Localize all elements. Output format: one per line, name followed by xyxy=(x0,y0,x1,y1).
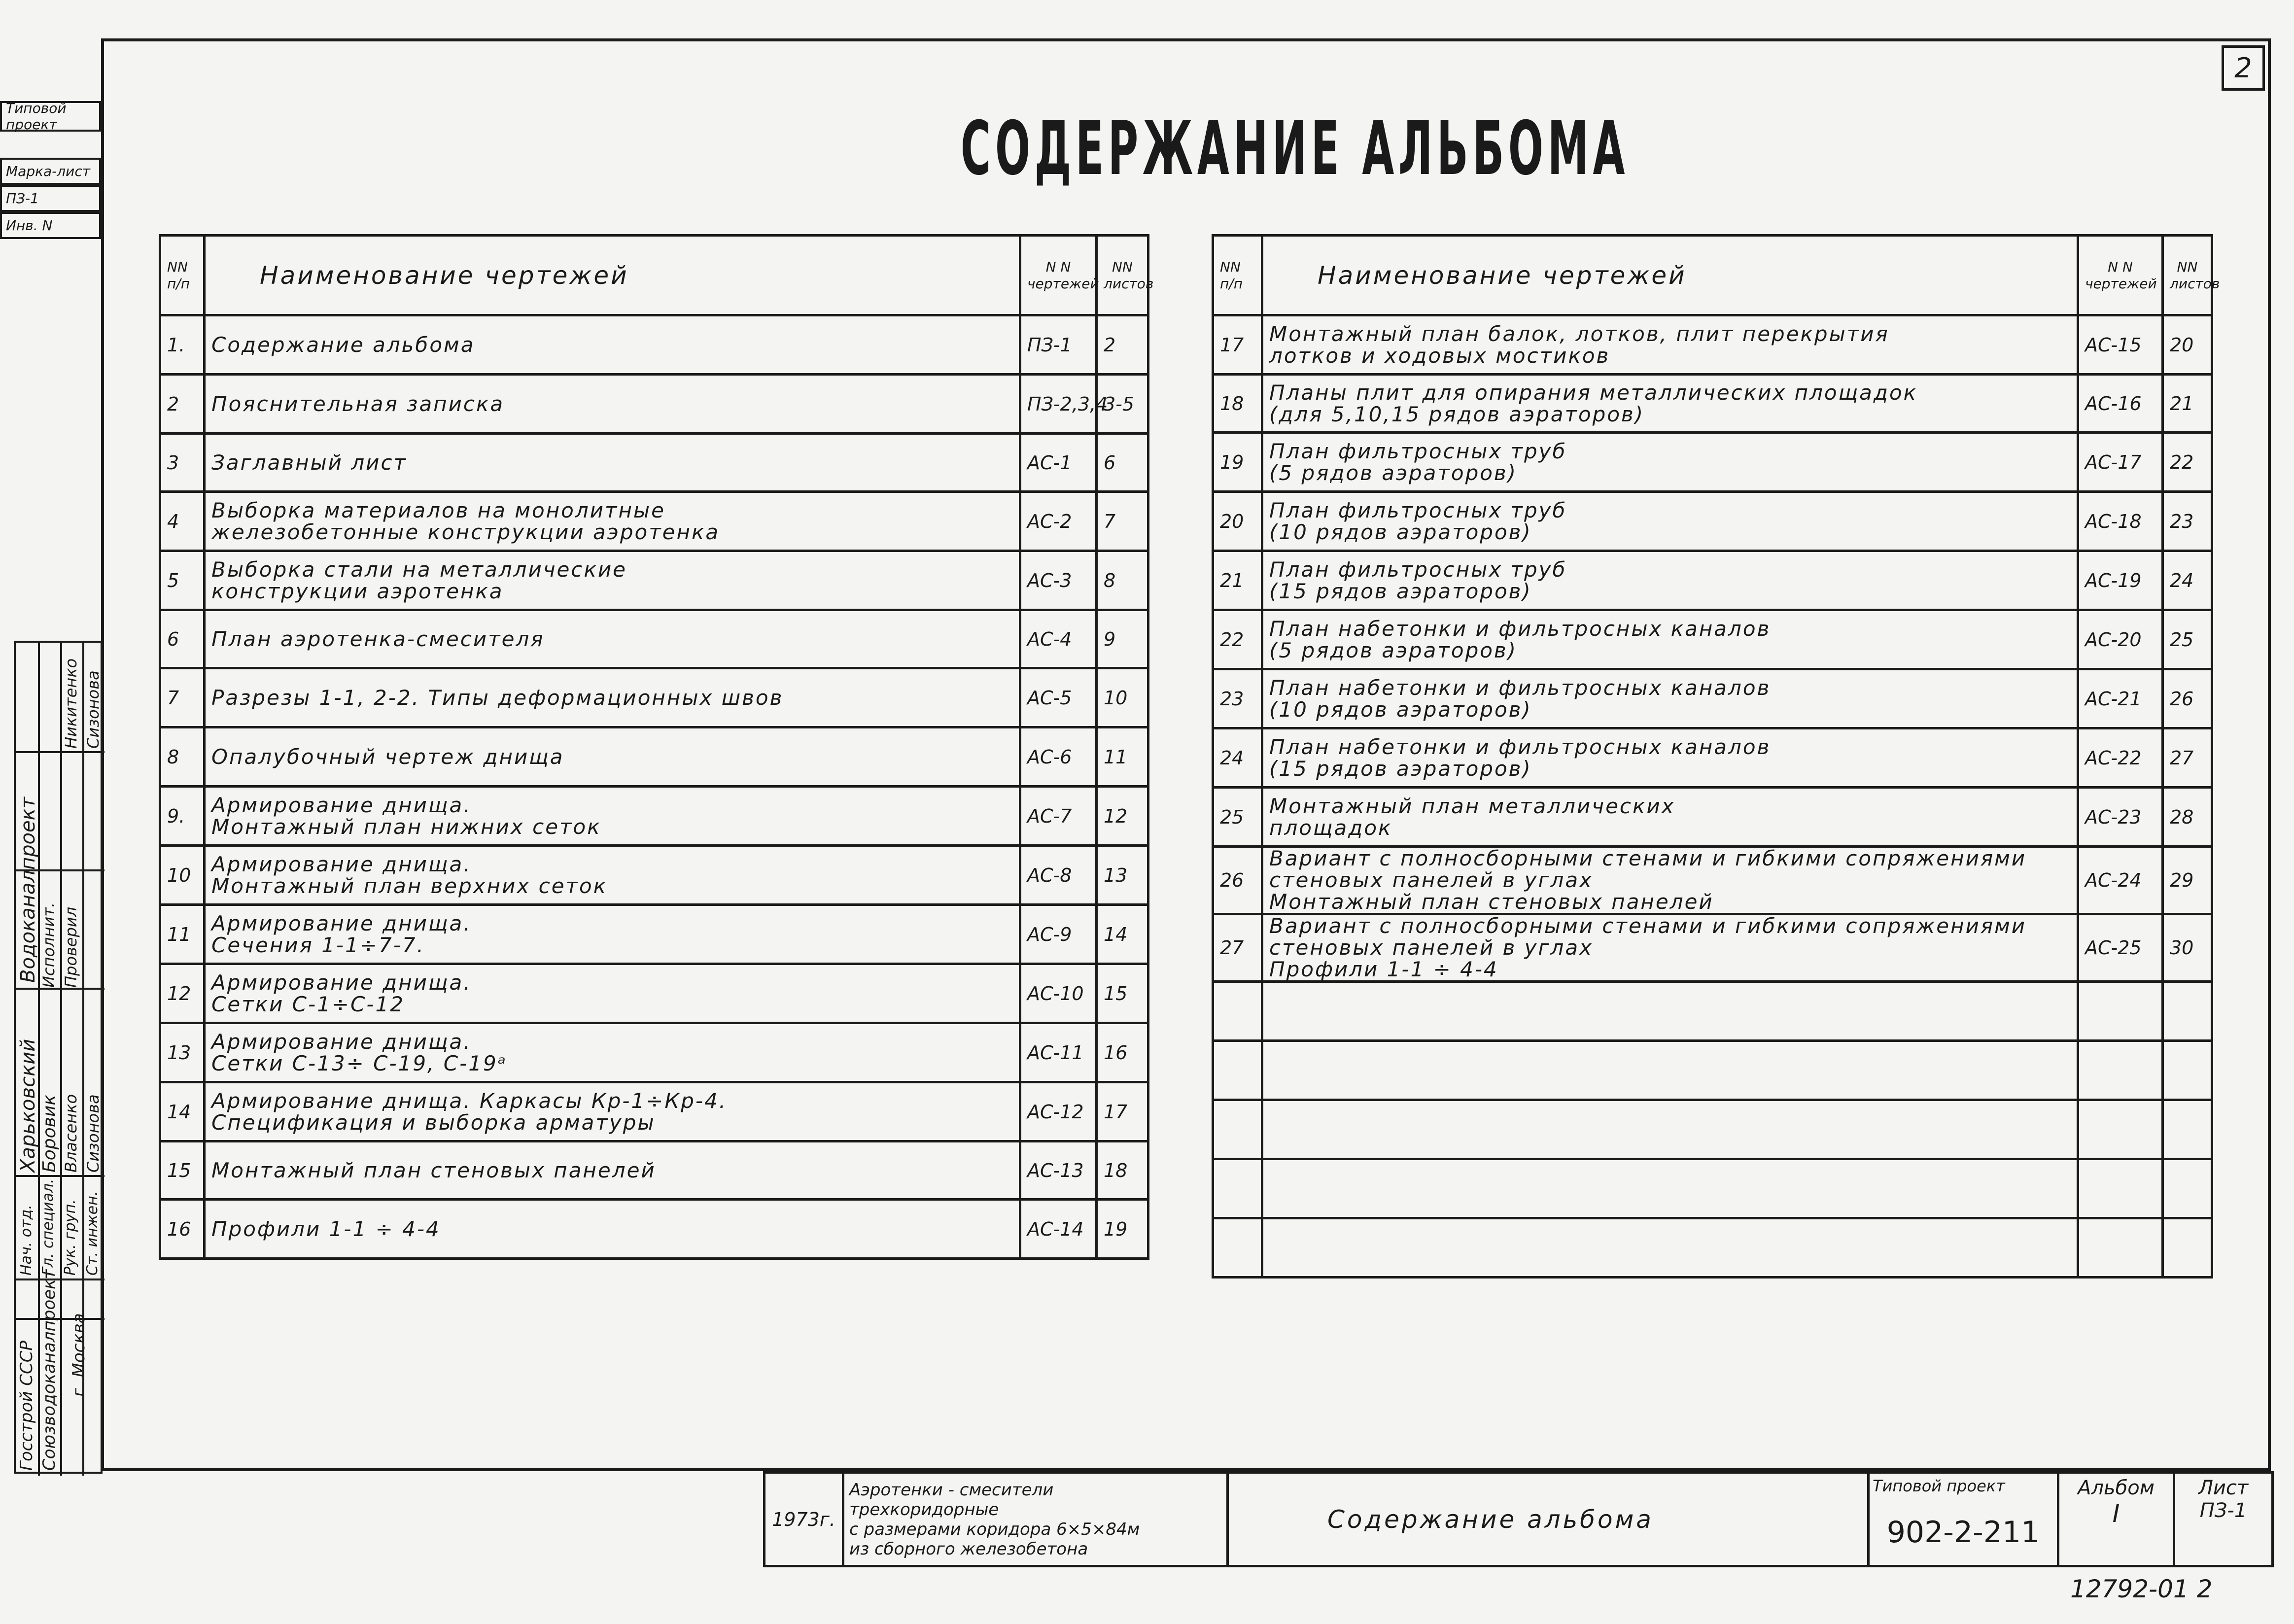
row-name: Выборка материалов на монолитные железобетонные конструкции аэротенка xyxy=(205,492,1020,551)
row-num: 2 xyxy=(160,375,205,434)
row-name: Разрезы 1-1, 2-2. Типы деформационных швов xyxy=(205,668,1020,727)
footer-code: 12792-01 2 xyxy=(2070,1575,2213,1603)
table-row xyxy=(160,787,1148,846)
row-name: Выборка стали на металлические конструкции аэротенка xyxy=(205,551,1020,610)
row-code: АС-3 xyxy=(1020,551,1097,610)
inventory-label: Инв. N xyxy=(0,212,101,239)
row-name: План фильтросных труб (15 рядов аэраторов) xyxy=(1262,551,2078,610)
row-name: Вариант с полносборными стенами и гибкими сопряжениями стеновых панелей в углах Профили 1-1 ÷ 4-4 xyxy=(1262,914,2078,982)
empty-cell xyxy=(2163,1100,2212,1159)
row-name: Армирование днища. Монтажный план верхних сеток xyxy=(205,846,1020,905)
row-name: Профили 1-1 ÷ 4-4 xyxy=(205,1200,1020,1259)
row-code: АС-6 xyxy=(1020,727,1097,787)
page-number: 2 xyxy=(2222,45,2265,91)
row-sheet: 26 xyxy=(2163,669,2212,728)
table-row xyxy=(160,727,1148,787)
row-code: АС-18 xyxy=(2078,492,2163,551)
empty-cell xyxy=(2163,1041,2212,1100)
stamp-project xyxy=(1869,1473,2058,1566)
table-row xyxy=(160,551,1148,610)
signer-sizonova: Сизонова xyxy=(84,670,103,749)
row-code: ПЗ-1 xyxy=(1020,315,1097,375)
row-sheet: 28 xyxy=(2163,788,2212,847)
row-name: Армирование днища. Монтажный план нижних сеток xyxy=(205,787,1020,846)
row-name: Содержание альбома xyxy=(205,315,1020,375)
table-row xyxy=(160,846,1148,905)
stamp-project-no: 902-2-211 xyxy=(1886,1515,2040,1550)
row-name: План набетонки и фильтросных каналов (5 рядов аэраторов) xyxy=(1262,610,2078,669)
role-group-lead: Рук. груп. xyxy=(62,1199,79,1276)
table-row xyxy=(1213,914,2212,982)
org-soyuz: Союзводоканалпроект xyxy=(39,1269,59,1471)
table-row xyxy=(1213,375,2212,433)
row-num: 11 xyxy=(160,905,205,964)
stamp-album-label: Альбом xyxy=(2078,1477,2155,1499)
row-sheet: 6 xyxy=(1097,434,1148,492)
typical-project-label: Типовой проект xyxy=(0,101,101,132)
table-row xyxy=(1213,728,2212,788)
empty-row xyxy=(1213,1041,2212,1100)
row-code: АС-21 xyxy=(2078,669,2163,728)
empty-cell xyxy=(1262,982,2078,1041)
stamp-project-desc: Аэротенки - смесители трехкоридорные с размерами коридора 6×5×84м из сборного железобетона xyxy=(843,1473,1228,1566)
row-code: АС-19 xyxy=(2078,551,2163,610)
row-name: Армирование днища. Каркасы Кр-1÷Кр-4. Спецификация и выборка арматуры xyxy=(205,1082,1020,1141)
row-sheet: 3-5 xyxy=(1097,375,1148,434)
row-sheet: 9 xyxy=(1097,610,1148,668)
role-head: Нач. отд. xyxy=(18,1205,35,1276)
table-row xyxy=(1213,433,2212,492)
row-name: Планы плит для опирания металлических площадок (для 5,10,15 рядов аэраторов) xyxy=(1262,375,2078,433)
col-executor: Исполнит. xyxy=(39,902,58,988)
table-row xyxy=(1213,551,2212,610)
row-sheet: 17 xyxy=(1097,1082,1148,1141)
table-row xyxy=(1213,669,2212,728)
row-code: АС-23 xyxy=(2078,788,2163,847)
stamp-sheet-code: ПЗ-1 xyxy=(2199,1499,2247,1522)
empty-cell xyxy=(1213,982,1262,1041)
row-code: АС-14 xyxy=(1020,1200,1097,1259)
table-row xyxy=(1213,315,2212,375)
row-code: АС-22 xyxy=(2078,728,2163,788)
row-num: 13 xyxy=(160,1023,205,1082)
row-num: 9. xyxy=(160,787,205,846)
row-num: 18 xyxy=(1213,375,1262,433)
table-row xyxy=(160,375,1148,434)
row-num: 15 xyxy=(160,1141,205,1200)
row-num: 5 xyxy=(160,551,205,610)
row-code: АС-11 xyxy=(1020,1023,1097,1082)
table-row xyxy=(160,434,1148,492)
table-row xyxy=(160,492,1148,551)
header-code: N N чертежей xyxy=(1020,236,1097,315)
table-row xyxy=(1213,847,2212,914)
table-row xyxy=(160,1023,1148,1082)
row-sheet: 30 xyxy=(2163,914,2212,982)
row-sheet: 2 xyxy=(1097,315,1148,375)
empty-cell xyxy=(1213,1100,1262,1159)
row-code: АС-12 xyxy=(1020,1082,1097,1141)
mark-sheet-value: ПЗ-1 xyxy=(0,185,101,212)
row-num: 26 xyxy=(1213,847,1262,914)
empty-cell xyxy=(2163,1159,2212,1218)
stamp-album-no: I xyxy=(2112,1499,2120,1528)
row-sheet: 11 xyxy=(1097,727,1148,787)
row-code: АС-17 xyxy=(2078,433,2163,492)
row-name: Армирование днища. Сетки С-13÷ С-19, С-19ᵃ xyxy=(205,1023,1020,1082)
row-sheet: 25 xyxy=(2163,610,2212,669)
table-row xyxy=(160,1200,1148,1259)
row-name: План набетонки и фильтросных каналов (10 рядов аэраторов) xyxy=(1262,669,2078,728)
empty-cell xyxy=(1262,1100,2078,1159)
row-num: 23 xyxy=(1213,669,1262,728)
empty-row xyxy=(1213,1218,2212,1278)
row-sheet: 10 xyxy=(1097,668,1148,727)
row-name: Вариант с полносборными стенами и гибкими сопряжениями стеновых панелей в углах Монтажный план стеновых панелей xyxy=(1262,847,2078,914)
table-row xyxy=(160,610,1148,668)
empty-cell xyxy=(1262,1159,2078,1218)
table-row xyxy=(1213,610,2212,669)
row-sheet: 19 xyxy=(1097,1200,1148,1259)
stamp-sheet-label: Лист xyxy=(2198,1477,2249,1499)
row-num: 14 xyxy=(160,1082,205,1141)
stamp-year: 1973г. xyxy=(765,1473,843,1566)
row-name: План фильтросных труб (5 рядов аэраторов) xyxy=(1262,433,2078,492)
empty-cell xyxy=(1262,1041,2078,1100)
header-name: Наименование чертежей xyxy=(205,236,1020,315)
row-num: 25 xyxy=(1213,788,1262,847)
row-sheet: 29 xyxy=(2163,847,2212,914)
table-row xyxy=(160,668,1148,727)
header-sheet: NN листов xyxy=(2163,236,2212,315)
row-code: АС-10 xyxy=(1020,964,1097,1023)
empty-row xyxy=(1213,1159,2212,1218)
empty-cell xyxy=(2078,1159,2163,1218)
row-code: АС-4 xyxy=(1020,610,1097,668)
table-row xyxy=(160,1082,1148,1141)
empty-cell xyxy=(2078,1041,2163,1100)
role-senior-eng: Ст. инжен. xyxy=(84,1191,101,1276)
row-sheet: 8 xyxy=(1097,551,1148,610)
table-header xyxy=(1213,236,2212,315)
row-num: 1. xyxy=(160,315,205,375)
role-chief-spec: Гл. специал. xyxy=(39,1178,57,1276)
row-name: Опалубочный чертеж днища xyxy=(205,727,1020,787)
empty-cell xyxy=(2078,1100,2163,1159)
row-sheet: 21 xyxy=(2163,375,2212,433)
row-name: План фильтросных труб (10 рядов аэраторов) xyxy=(1262,492,2078,551)
stamp-typical-label: Типовой проект xyxy=(1873,1477,2005,1495)
row-sheet: 7 xyxy=(1097,492,1148,551)
row-sheet: 15 xyxy=(1097,964,1148,1023)
empty-cell xyxy=(2078,1218,2163,1278)
row-num: 8 xyxy=(160,727,205,787)
row-name: Монтажный план балок, лотков, плит перекрытия лотков и ходовых мостиков xyxy=(1262,315,2078,375)
row-name: Заглавный лист xyxy=(205,434,1020,492)
row-num: 12 xyxy=(160,964,205,1023)
empty-cell xyxy=(1213,1218,1262,1278)
row-name: Монтажный план стеновых панелей xyxy=(205,1141,1020,1200)
header-sheet: NN листов xyxy=(1097,236,1148,315)
header-num: NN п/п xyxy=(160,236,205,315)
empty-cell xyxy=(2163,982,2212,1041)
row-num: 19 xyxy=(1213,433,1262,492)
row-sheet: 12 xyxy=(1097,787,1148,846)
stamp-sheet xyxy=(2174,1473,2273,1566)
row-sheet: 23 xyxy=(2163,492,2212,551)
table-row xyxy=(1213,492,2212,551)
row-code: АС-15 xyxy=(2078,315,2163,375)
row-name: Армирование днища. Сетки С-1÷С-12 xyxy=(205,964,1020,1023)
row-name: Монтажный план металлических площадок xyxy=(1262,788,2078,847)
contents-table-left xyxy=(159,234,1154,1260)
row-num: 6 xyxy=(160,610,205,668)
header-code: N N чертежей xyxy=(2078,236,2163,315)
row-code: АС-9 xyxy=(1020,905,1097,964)
row-sheet: 20 xyxy=(2163,315,2212,375)
row-num: 17 xyxy=(1213,315,1262,375)
row-sheet: 24 xyxy=(2163,551,2212,610)
contents-table-right xyxy=(1212,234,2220,1278)
name-vlasenko: Власенко xyxy=(62,1094,80,1173)
title-block xyxy=(763,1471,2274,1567)
row-sheet: 22 xyxy=(2163,433,2212,492)
row-code: АС-7 xyxy=(1020,787,1097,846)
row-num: 7 xyxy=(160,668,205,727)
stamp-sheet-title: Содержание альбома xyxy=(1228,1473,1869,1566)
row-code: АС-1 xyxy=(1020,434,1097,492)
table-row xyxy=(160,905,1148,964)
row-num: 16 xyxy=(160,1200,205,1259)
row-sheet: 16 xyxy=(1097,1023,1148,1082)
row-name: План аэротенка-смесителя xyxy=(205,610,1020,668)
empty-cell xyxy=(2078,982,2163,1041)
row-name: Армирование днища. Сечения 1-1÷7-7. xyxy=(205,905,1020,964)
org-vodokanal: Водоканалпроект xyxy=(17,796,39,983)
row-code: ПЗ-2,3,4 xyxy=(1020,375,1097,434)
empty-cell xyxy=(1262,1218,2078,1278)
table-row xyxy=(160,1141,1148,1200)
row-name: План набетонки и фильтросных каналов (15 рядов аэраторов) xyxy=(1262,728,2078,788)
empty-row xyxy=(1213,1100,2212,1159)
stamp-album xyxy=(2058,1473,2174,1566)
row-code: АС-8 xyxy=(1020,846,1097,905)
row-code: АС-24 xyxy=(2078,847,2163,914)
header-name: Наименование чертежей xyxy=(1262,236,2078,315)
empty-row xyxy=(1213,982,2212,1041)
header-num: NN п/п xyxy=(1213,236,1262,315)
org-kharkov: Харьковский xyxy=(17,1038,39,1173)
row-num: 22 xyxy=(1213,610,1262,669)
row-sheet: 27 xyxy=(2163,728,2212,788)
row-num: 10 xyxy=(160,846,205,905)
org-gosstroy: Госстрой СССР xyxy=(17,1341,36,1471)
signer-nikitenko: Никитенко xyxy=(62,658,80,749)
row-code: АС-5 xyxy=(1020,668,1097,727)
name-borovik: Боровик xyxy=(39,1095,60,1173)
row-num: 27 xyxy=(1213,914,1262,982)
row-num: 20 xyxy=(1213,492,1262,551)
row-sheet: 14 xyxy=(1097,905,1148,964)
empty-cell xyxy=(1213,1159,1262,1218)
table-header xyxy=(160,236,1148,315)
row-sheet: 13 xyxy=(1097,846,1148,905)
table-row xyxy=(160,315,1148,375)
col-checked: Проверил xyxy=(62,906,80,988)
row-sheet: 18 xyxy=(1097,1141,1148,1200)
row-code: АС-20 xyxy=(2078,610,2163,669)
row-code: АС-13 xyxy=(1020,1141,1097,1200)
row-num: 4 xyxy=(160,492,205,551)
approval-block xyxy=(14,641,103,1474)
mark-sheet-label: Марка-лист xyxy=(0,158,101,185)
row-code: АС-16 xyxy=(2078,375,2163,433)
empty-cell xyxy=(2163,1218,2212,1278)
row-name: Пояснительная записка xyxy=(205,375,1020,434)
name-sizonova: Сизонова xyxy=(84,1094,103,1173)
page-title: СОДЕРЖАНИЕ АЛЬБОМА xyxy=(960,106,1630,192)
row-num: 24 xyxy=(1213,728,1262,788)
empty-cell xyxy=(1213,1041,1262,1100)
row-code: АС-2 xyxy=(1020,492,1097,551)
row-num: 21 xyxy=(1213,551,1262,610)
table-row xyxy=(1213,788,2212,847)
row-code: АС-25 xyxy=(2078,914,2163,982)
row-num: 3 xyxy=(160,434,205,492)
org-city: г. Москва xyxy=(69,1313,89,1397)
table-row xyxy=(160,964,1148,1023)
